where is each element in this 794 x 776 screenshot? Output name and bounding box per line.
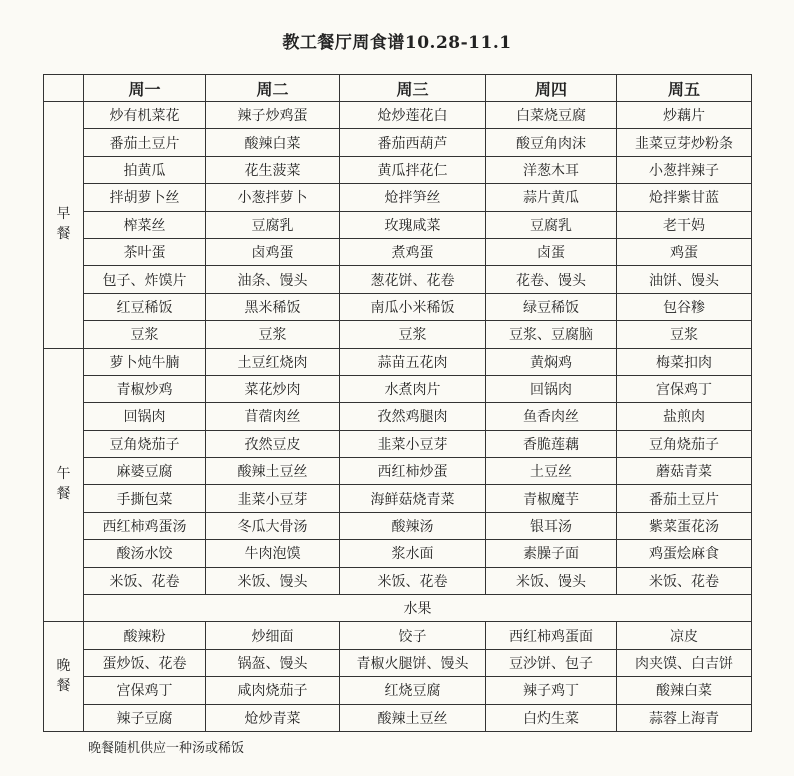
dinner-row xyxy=(44,704,752,731)
dish-cell: 炒藕片 xyxy=(617,102,752,129)
dish-cell: 炝炒青菜 xyxy=(206,704,340,731)
dish-cell: 老干妈 xyxy=(617,211,752,238)
dish-cell: 回锅肉 xyxy=(84,403,206,430)
dish-cell: 韭菜小豆芽 xyxy=(206,485,340,512)
dish-cell: 小葱拌萝卜 xyxy=(206,184,340,211)
day-header: 周四 xyxy=(486,75,617,102)
dish-cell: 酸豆角肉沫 xyxy=(486,129,617,156)
dish-cell: 鸡蛋烩麻食 xyxy=(617,540,752,567)
dish-cell: 茶叶蛋 xyxy=(84,238,206,265)
dinner-row xyxy=(44,649,752,676)
dish-cell: 酸辣粉 xyxy=(84,622,206,649)
dish-cell: 青椒火腿饼、馒头 xyxy=(340,649,486,676)
dinner-label: 晚 餐 xyxy=(44,622,84,732)
dish-cell: 豆沙饼、包子 xyxy=(486,649,617,676)
weekly-menu-table xyxy=(43,74,752,732)
page-title: 教工餐厅周食谱10.28-11.1 xyxy=(282,33,512,53)
fruit-cell: 水果 xyxy=(84,595,752,622)
dish-cell: 葱花饼、花卷 xyxy=(340,266,486,293)
dish-cell: 土豆丝 xyxy=(486,458,617,485)
dish-cell: 冬瓜大骨汤 xyxy=(206,512,340,539)
dish-cell: 豆浆、豆腐脑 xyxy=(486,321,617,348)
day-header: 周五 xyxy=(617,75,752,102)
footnote: 晚餐随机供应一种汤或稀饭 xyxy=(88,741,245,756)
dish-cell: 米饭、花卷 xyxy=(84,567,206,594)
lunch-row xyxy=(44,348,752,375)
dish-cell: 花生菠菜 xyxy=(206,156,340,183)
dish-cell: 豆浆 xyxy=(617,321,752,348)
dish-cell: 绿豆稀饭 xyxy=(486,293,617,320)
lunch-row xyxy=(44,567,752,594)
breakfast-row xyxy=(44,266,752,293)
dish-cell: 酸辣白菜 xyxy=(617,677,752,704)
dish-cell: 米饭、花卷 xyxy=(340,567,486,594)
dish-cell: 炒有机菜花 xyxy=(84,102,206,129)
lunch-row xyxy=(44,512,752,539)
breakfast-label: 早 餐 xyxy=(44,102,84,349)
dish-cell: 米饭、花卷 xyxy=(617,567,752,594)
dish-cell: 蛋炒饭、花卷 xyxy=(84,649,206,676)
dish-cell: 银耳汤 xyxy=(486,512,617,539)
dish-cell: 水煮肉片 xyxy=(340,375,486,402)
dish-cell: 黄焖鸡 xyxy=(486,348,617,375)
dish-cell: 油饼、馒头 xyxy=(617,266,752,293)
dish-cell: 拌胡萝卜丝 xyxy=(84,184,206,211)
dish-cell: 酸辣土豆丝 xyxy=(206,458,340,485)
dish-cell: 孜然鸡腿肉 xyxy=(340,403,486,430)
dish-cell: 玫瑰咸菜 xyxy=(340,211,486,238)
dish-cell: 西红柿鸡蛋面 xyxy=(486,622,617,649)
dish-cell: 煮鸡蛋 xyxy=(340,238,486,265)
dinner-row xyxy=(44,622,752,649)
dish-cell: 豆浆 xyxy=(206,321,340,348)
dish-cell: 海鲜菇烧青菜 xyxy=(340,485,486,512)
breakfast-row xyxy=(44,293,752,320)
dish-cell: 红豆稀饭 xyxy=(84,293,206,320)
dish-cell: 豆腐乳 xyxy=(206,211,340,238)
dish-cell: 苜蓿肉丝 xyxy=(206,403,340,430)
dish-cell: 锅盔、馒头 xyxy=(206,649,340,676)
dish-cell: 萝卜炖牛腩 xyxy=(84,348,206,375)
dish-cell: 蒜苗五花肉 xyxy=(340,348,486,375)
lunch-row xyxy=(44,375,752,402)
dish-cell: 宫保鸡丁 xyxy=(617,375,752,402)
dish-cell: 包子、炸馍片 xyxy=(84,266,206,293)
dish-cell: 豆浆 xyxy=(340,321,486,348)
breakfast-row xyxy=(44,211,752,238)
dish-cell: 炝拌笋丝 xyxy=(340,184,486,211)
dish-cell: 麻婆豆腐 xyxy=(84,458,206,485)
dish-cell: 豆浆 xyxy=(84,321,206,348)
dish-cell: 卤鸡蛋 xyxy=(206,238,340,265)
dish-cell: 韭菜豆芽炒粉条 xyxy=(617,129,752,156)
lunch-row xyxy=(44,403,752,430)
dish-cell: 拍黄瓜 xyxy=(84,156,206,183)
dish-cell: 南瓜小米稀饭 xyxy=(340,293,486,320)
dish-cell: 炝炒莲花白 xyxy=(340,102,486,129)
dish-cell: 西红柿鸡蛋汤 xyxy=(84,512,206,539)
dish-cell: 紫菜蛋花汤 xyxy=(617,512,752,539)
dish-cell: 辣子炒鸡蛋 xyxy=(206,102,340,129)
dish-cell: 炒细面 xyxy=(206,622,340,649)
breakfast-row xyxy=(44,156,752,183)
dish-cell: 米饭、馒头 xyxy=(486,567,617,594)
dish-cell: 手撕包菜 xyxy=(84,485,206,512)
dish-cell: 白灼生菜 xyxy=(486,704,617,731)
day-header: 周一 xyxy=(84,75,206,102)
lunch-row xyxy=(44,430,752,457)
dish-cell: 鱼香肉丝 xyxy=(486,403,617,430)
breakfast-row xyxy=(44,184,752,211)
dish-cell: 蘑菇青菜 xyxy=(617,458,752,485)
day-header: 周二 xyxy=(206,75,340,102)
dish-cell: 韭菜小豆芽 xyxy=(340,430,486,457)
dish-cell: 炝拌紫甘蓝 xyxy=(617,184,752,211)
lunch-row xyxy=(44,540,752,567)
dish-cell: 辣子豆腐 xyxy=(84,704,206,731)
breakfast-row xyxy=(44,102,752,129)
corner-cell xyxy=(44,75,84,102)
dish-cell: 蒜片黄瓜 xyxy=(486,184,617,211)
dish-cell: 小葱拌辣子 xyxy=(617,156,752,183)
dish-cell: 西红柿炒蛋 xyxy=(340,458,486,485)
dish-cell: 香脆莲藕 xyxy=(486,430,617,457)
fruit-row xyxy=(44,595,752,622)
dish-cell: 豆角烧茄子 xyxy=(617,430,752,457)
dish-cell: 洋葱木耳 xyxy=(486,156,617,183)
dish-cell: 酸辣土豆丝 xyxy=(340,704,486,731)
dish-cell: 回锅肉 xyxy=(486,375,617,402)
dish-cell: 米饭、馒头 xyxy=(206,567,340,594)
dish-cell: 鸡蛋 xyxy=(617,238,752,265)
dish-cell: 番茄土豆片 xyxy=(617,485,752,512)
dish-cell: 牛肉泡馍 xyxy=(206,540,340,567)
lunch-row xyxy=(44,485,752,512)
dish-cell: 卤蛋 xyxy=(486,238,617,265)
dish-cell: 盐煎肉 xyxy=(617,403,752,430)
breakfast-row xyxy=(44,238,752,265)
dinner-row xyxy=(44,677,752,704)
dish-cell: 素臊子面 xyxy=(486,540,617,567)
dish-cell: 油条、馒头 xyxy=(206,266,340,293)
dish-cell: 黑米稀饭 xyxy=(206,293,340,320)
dish-cell: 红烧豆腐 xyxy=(340,677,486,704)
lunch-label: 午 餐 xyxy=(44,348,84,622)
dish-cell: 酸辣白菜 xyxy=(206,129,340,156)
dish-cell: 梅菜扣肉 xyxy=(617,348,752,375)
dish-cell: 凉皮 xyxy=(617,622,752,649)
dish-cell: 黄瓜拌花仁 xyxy=(340,156,486,183)
dish-cell: 包谷糁 xyxy=(617,293,752,320)
dish-cell: 青椒魔芋 xyxy=(486,485,617,512)
lunch-row xyxy=(44,458,752,485)
dish-cell: 青椒炒鸡 xyxy=(84,375,206,402)
breakfast-row xyxy=(44,321,752,348)
dish-cell: 孜然豆皮 xyxy=(206,430,340,457)
dish-cell: 豆角烧茄子 xyxy=(84,430,206,457)
header-row xyxy=(44,75,752,102)
dish-cell: 榨菜丝 xyxy=(84,211,206,238)
dish-cell: 豆腐乳 xyxy=(486,211,617,238)
dish-cell: 辣子鸡丁 xyxy=(486,677,617,704)
dish-cell: 花卷、馒头 xyxy=(486,266,617,293)
day-header: 周三 xyxy=(340,75,486,102)
dish-cell: 番茄土豆片 xyxy=(84,129,206,156)
dish-cell: 菜花炒肉 xyxy=(206,375,340,402)
dish-cell: 土豆红烧肉 xyxy=(206,348,340,375)
dish-cell: 饺子 xyxy=(340,622,486,649)
dish-cell: 蒜蓉上海青 xyxy=(617,704,752,731)
dish-cell: 酸辣汤 xyxy=(340,512,486,539)
dish-cell: 白菜烧豆腐 xyxy=(486,102,617,129)
dish-cell: 宫保鸡丁 xyxy=(84,677,206,704)
dish-cell: 番茄西葫芦 xyxy=(340,129,486,156)
dish-cell: 咸肉烧茄子 xyxy=(206,677,340,704)
dish-cell: 酸汤水饺 xyxy=(84,540,206,567)
dish-cell: 肉夹馍、白吉饼 xyxy=(617,649,752,676)
dish-cell: 浆水面 xyxy=(340,540,486,567)
breakfast-row xyxy=(44,129,752,156)
